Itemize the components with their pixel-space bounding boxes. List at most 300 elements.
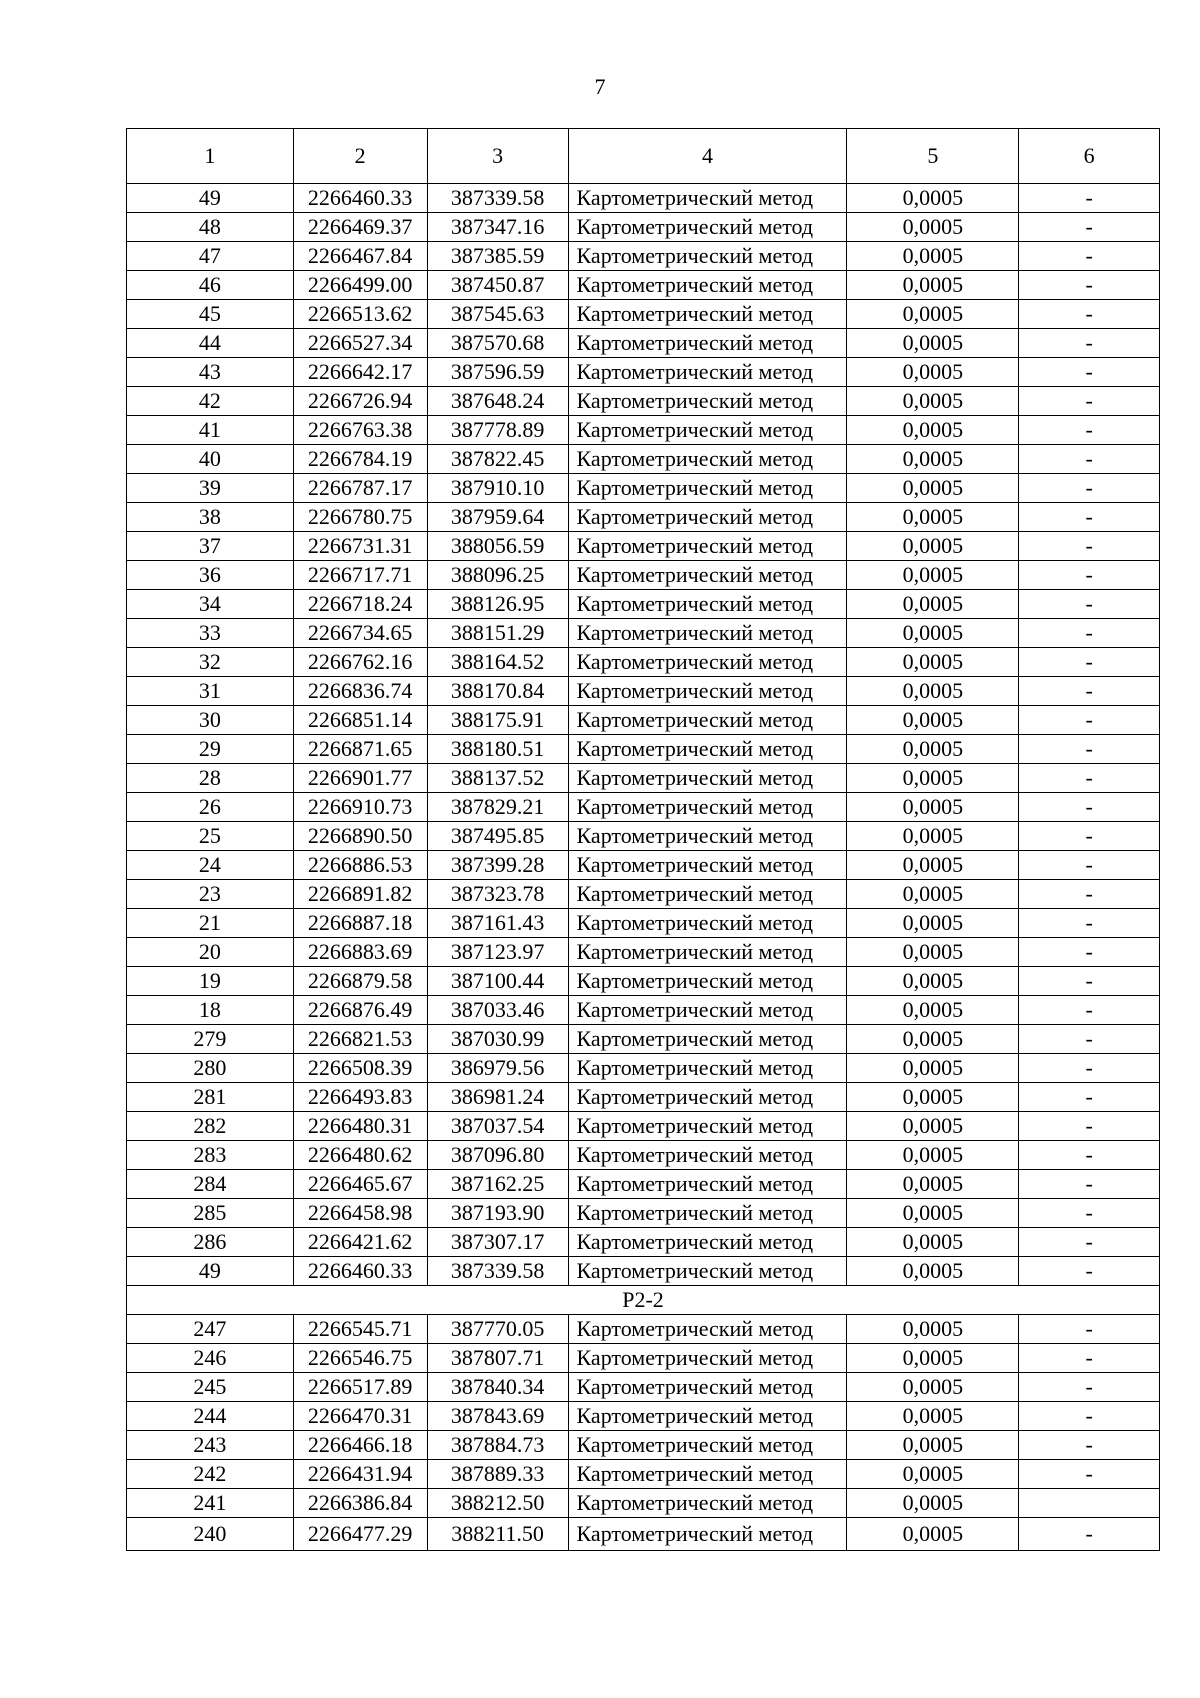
note-cell: - <box>1019 938 1160 967</box>
y-coordinate-cell: 387193.90 <box>427 1199 568 1228</box>
accuracy-cell: 0,0005 <box>847 880 1019 909</box>
y-coordinate-cell: 387339.58 <box>427 184 568 213</box>
y-coordinate-cell: 387033.46 <box>427 996 568 1025</box>
x-coordinate-cell: 2266836.74 <box>293 677 427 706</box>
accuracy-cell: 0,0005 <box>847 909 1019 938</box>
note-cell: - <box>1019 880 1160 909</box>
x-coordinate-cell: 2266517.89 <box>293 1373 427 1402</box>
point-number-cell: 24 <box>127 851 294 880</box>
accuracy-cell: 0,0005 <box>847 590 1019 619</box>
note-cell: - <box>1019 1315 1160 1344</box>
table-row <box>127 793 1160 822</box>
note-cell: - <box>1019 474 1160 503</box>
point-number-cell: 40 <box>127 445 294 474</box>
note-cell: - <box>1019 1199 1160 1228</box>
method-cell: Картометрический метод <box>568 1315 847 1344</box>
table-row <box>127 1112 1160 1141</box>
y-coordinate-cell: 387959.64 <box>427 503 568 532</box>
table-row <box>127 1344 1160 1373</box>
table-row <box>127 474 1160 503</box>
x-coordinate-cell: 2266887.18 <box>293 909 427 938</box>
y-coordinate-cell: 387323.78 <box>427 880 568 909</box>
accuracy-cell: 0,0005 <box>847 793 1019 822</box>
accuracy-cell: 0,0005 <box>847 300 1019 329</box>
point-number-cell: 243 <box>127 1431 294 1460</box>
point-number-cell: 282 <box>127 1112 294 1141</box>
x-coordinate-cell: 2266386.84 <box>293 1489 427 1518</box>
table-row <box>127 1315 1160 1344</box>
note-cell: - <box>1019 851 1160 880</box>
table-row <box>127 851 1160 880</box>
accuracy-cell: 0,0005 <box>847 1460 1019 1489</box>
y-coordinate-cell: 387648.24 <box>427 387 568 416</box>
y-coordinate-cell: 387778.89 <box>427 416 568 445</box>
section-row <box>127 1286 1160 1315</box>
accuracy-cell: 0,0005 <box>847 1344 1019 1373</box>
note-cell: - <box>1019 1344 1160 1373</box>
note-cell: - <box>1019 677 1160 706</box>
x-coordinate-cell: 2266886.53 <box>293 851 427 880</box>
table-row <box>127 1228 1160 1257</box>
x-coordinate-cell: 2266717.71 <box>293 561 427 590</box>
y-coordinate-cell: 387843.69 <box>427 1402 568 1431</box>
accuracy-cell: 0,0005 <box>847 561 1019 590</box>
accuracy-cell: 0,0005 <box>847 938 1019 967</box>
note-cell: - <box>1019 1460 1160 1489</box>
table-body-part-1 <box>127 184 1160 1286</box>
note-cell: - <box>1019 1083 1160 1112</box>
y-coordinate-cell: 388137.52 <box>427 764 568 793</box>
y-coordinate-cell: 387162.25 <box>427 1170 568 1199</box>
method-cell: Картометрический метод <box>568 793 847 822</box>
method-cell: Картометрический метод <box>568 764 847 793</box>
y-coordinate-cell: 387399.28 <box>427 851 568 880</box>
note-cell: - <box>1019 764 1160 793</box>
method-cell: Картометрический метод <box>568 996 847 1025</box>
method-cell: Картометрический метод <box>568 1431 847 1460</box>
note-cell: - <box>1019 1228 1160 1257</box>
accuracy-cell: 0,0005 <box>847 1257 1019 1286</box>
x-coordinate-cell: 2266726.94 <box>293 387 427 416</box>
table-row <box>127 938 1160 967</box>
y-coordinate-cell: 387570.68 <box>427 329 568 358</box>
table-row <box>127 416 1160 445</box>
x-coordinate-cell: 2266787.17 <box>293 474 427 503</box>
point-number-cell: 48 <box>127 213 294 242</box>
note-cell: - <box>1019 445 1160 474</box>
point-number-cell: 18 <box>127 996 294 1025</box>
header-cell-6: 6 <box>1019 129 1160 184</box>
accuracy-cell: 0,0005 <box>847 1228 1019 1257</box>
point-number-cell: 245 <box>127 1373 294 1402</box>
header-cell-4: 4 <box>568 129 847 184</box>
note-cell: - <box>1019 387 1160 416</box>
x-coordinate-cell: 2266876.49 <box>293 996 427 1025</box>
y-coordinate-cell: 387450.87 <box>427 271 568 300</box>
y-coordinate-cell: 388164.52 <box>427 648 568 677</box>
x-coordinate-cell: 2266513.62 <box>293 300 427 329</box>
note-cell: - <box>1019 1518 1160 1551</box>
x-coordinate-cell: 2266508.39 <box>293 1054 427 1083</box>
point-number-cell: 32 <box>127 648 294 677</box>
table-row <box>127 300 1160 329</box>
point-number-cell: 285 <box>127 1199 294 1228</box>
accuracy-cell: 0,0005 <box>847 619 1019 648</box>
x-coordinate-cell: 2266763.38 <box>293 416 427 445</box>
accuracy-cell: 0,0005 <box>847 213 1019 242</box>
y-coordinate-cell: 387030.99 <box>427 1025 568 1054</box>
accuracy-cell: 0,0005 <box>847 706 1019 735</box>
point-number-cell: 281 <box>127 1083 294 1112</box>
table-row <box>127 271 1160 300</box>
method-cell: Картометрический метод <box>568 822 847 851</box>
method-cell: Картометрический метод <box>568 590 847 619</box>
x-coordinate-cell: 2266460.33 <box>293 184 427 213</box>
point-number-cell: 47 <box>127 242 294 271</box>
point-number-cell: 44 <box>127 329 294 358</box>
x-coordinate-cell: 2266466.18 <box>293 1431 427 1460</box>
header-row <box>127 129 1160 184</box>
y-coordinate-cell: 387889.33 <box>427 1460 568 1489</box>
point-number-cell: 279 <box>127 1025 294 1054</box>
table-row <box>127 822 1160 851</box>
note-cell: - <box>1019 1402 1160 1431</box>
note-cell: - <box>1019 1373 1160 1402</box>
method-cell: Картометрический метод <box>568 1054 847 1083</box>
x-coordinate-cell: 2266784.19 <box>293 445 427 474</box>
point-number-cell: 39 <box>127 474 294 503</box>
method-cell: Картометрический метод <box>568 1199 847 1228</box>
point-number-cell: 286 <box>127 1228 294 1257</box>
note-cell: - <box>1019 1054 1160 1083</box>
note-cell: - <box>1019 909 1160 938</box>
method-cell: Картометрический метод <box>568 1228 847 1257</box>
note-cell: - <box>1019 1170 1160 1199</box>
method-cell: Картометрический метод <box>568 387 847 416</box>
x-coordinate-cell: 2266469.37 <box>293 213 427 242</box>
table-row <box>127 764 1160 793</box>
y-coordinate-cell: 387596.59 <box>427 358 568 387</box>
table-body-part-2 <box>127 1315 1160 1551</box>
coordinates-table <box>126 128 1160 1551</box>
accuracy-cell: 0,0005 <box>847 648 1019 677</box>
accuracy-cell: 0,0005 <box>847 851 1019 880</box>
accuracy-cell: 0,0005 <box>847 184 1019 213</box>
method-cell: Картометрический метод <box>568 706 847 735</box>
y-coordinate-cell: 387807.71 <box>427 1344 568 1373</box>
accuracy-cell: 0,0005 <box>847 242 1019 271</box>
accuracy-cell: 0,0005 <box>847 358 1019 387</box>
table-row <box>127 1431 1160 1460</box>
table-row <box>127 648 1160 677</box>
y-coordinate-cell: 388126.95 <box>427 590 568 619</box>
x-coordinate-cell: 2266465.67 <box>293 1170 427 1199</box>
point-number-cell: 19 <box>127 967 294 996</box>
x-coordinate-cell: 2266458.98 <box>293 1199 427 1228</box>
y-coordinate-cell: 388180.51 <box>427 735 568 764</box>
y-coordinate-cell: 387307.17 <box>427 1228 568 1257</box>
method-cell: Картометрический метод <box>568 851 847 880</box>
x-coordinate-cell: 2266780.75 <box>293 503 427 532</box>
x-coordinate-cell: 2266734.65 <box>293 619 427 648</box>
method-cell: Картометрический метод <box>568 271 847 300</box>
accuracy-cell: 0,0005 <box>847 967 1019 996</box>
accuracy-cell: 0,0005 <box>847 764 1019 793</box>
note-cell: - <box>1019 1257 1160 1286</box>
point-number-cell: 37 <box>127 532 294 561</box>
y-coordinate-cell: 387829.21 <box>427 793 568 822</box>
note-cell: - <box>1019 793 1160 822</box>
note-cell <box>1019 1489 1160 1518</box>
y-coordinate-cell: 387096.80 <box>427 1141 568 1170</box>
method-cell: Картометрический метод <box>568 184 847 213</box>
point-number-cell: 26 <box>127 793 294 822</box>
x-coordinate-cell: 2266871.65 <box>293 735 427 764</box>
table-header <box>127 129 1160 184</box>
point-number-cell: 25 <box>127 822 294 851</box>
method-cell: Картометрический метод <box>568 503 847 532</box>
note-cell: - <box>1019 242 1160 271</box>
table-row <box>127 1025 1160 1054</box>
accuracy-cell: 0,0005 <box>847 1402 1019 1431</box>
point-number-cell: 280 <box>127 1054 294 1083</box>
note-cell: - <box>1019 213 1160 242</box>
accuracy-cell: 0,0005 <box>847 735 1019 764</box>
y-coordinate-cell: 388175.91 <box>427 706 568 735</box>
table-row <box>127 184 1160 213</box>
note-cell: - <box>1019 416 1160 445</box>
x-coordinate-cell: 2266851.14 <box>293 706 427 735</box>
table-row <box>127 735 1160 764</box>
note-cell: - <box>1019 532 1160 561</box>
y-coordinate-cell: 387840.34 <box>427 1373 568 1402</box>
y-coordinate-cell: 388211.50 <box>427 1518 568 1551</box>
method-cell: Картометрический метод <box>568 1170 847 1199</box>
y-coordinate-cell: 386979.56 <box>427 1054 568 1083</box>
method-cell: Картометрический метод <box>568 1025 847 1054</box>
table-row <box>127 329 1160 358</box>
x-coordinate-cell: 2266910.73 <box>293 793 427 822</box>
accuracy-cell: 0,0005 <box>847 416 1019 445</box>
method-cell: Картометрический метод <box>568 445 847 474</box>
point-number-cell: 246 <box>127 1344 294 1373</box>
method-cell: Картометрический метод <box>568 1460 847 1489</box>
page-number: 7 <box>594 74 606 99</box>
method-cell: Картометрический метод <box>568 1518 847 1551</box>
y-coordinate-cell: 387884.73 <box>427 1431 568 1460</box>
table-row <box>127 1083 1160 1112</box>
y-coordinate-cell: 387037.54 <box>427 1112 568 1141</box>
note-cell: - <box>1019 648 1160 677</box>
note-cell: - <box>1019 329 1160 358</box>
note-cell: - <box>1019 184 1160 213</box>
method-cell: Картометрический метод <box>568 1489 847 1518</box>
x-coordinate-cell: 2266470.31 <box>293 1402 427 1431</box>
accuracy-cell: 0,0005 <box>847 445 1019 474</box>
method-cell: Картометрический метод <box>568 561 847 590</box>
accuracy-cell: 0,0005 <box>847 1112 1019 1141</box>
method-cell: Картометрический метод <box>568 967 847 996</box>
point-number-cell: 28 <box>127 764 294 793</box>
table-row <box>127 387 1160 416</box>
point-number-cell: 284 <box>127 1170 294 1199</box>
y-coordinate-cell: 388170.84 <box>427 677 568 706</box>
x-coordinate-cell: 2266499.00 <box>293 271 427 300</box>
y-coordinate-cell: 387161.43 <box>427 909 568 938</box>
accuracy-cell: 0,0005 <box>847 503 1019 532</box>
table-row <box>127 677 1160 706</box>
note-cell: - <box>1019 1141 1160 1170</box>
x-coordinate-cell: 2266477.29 <box>293 1518 427 1551</box>
point-number-cell: 45 <box>127 300 294 329</box>
x-coordinate-cell: 2266421.62 <box>293 1228 427 1257</box>
table-row <box>127 532 1160 561</box>
point-number-cell: 49 <box>127 1257 294 1286</box>
header-cell-5: 5 <box>847 129 1019 184</box>
method-cell: Картометрический метод <box>568 909 847 938</box>
point-number-cell: 49 <box>127 184 294 213</box>
table-row <box>127 1518 1160 1551</box>
note-cell: - <box>1019 1112 1160 1141</box>
y-coordinate-cell: 387123.97 <box>427 938 568 967</box>
x-coordinate-cell: 2266891.82 <box>293 880 427 909</box>
y-coordinate-cell: 386981.24 <box>427 1083 568 1112</box>
table-row <box>127 213 1160 242</box>
x-coordinate-cell: 2266527.34 <box>293 329 427 358</box>
method-cell: Картометрический метод <box>568 358 847 387</box>
note-cell: - <box>1019 503 1160 532</box>
note-cell: - <box>1019 1025 1160 1054</box>
x-coordinate-cell: 2266467.84 <box>293 242 427 271</box>
point-number-cell: 31 <box>127 677 294 706</box>
table-row <box>127 619 1160 648</box>
note-cell: - <box>1019 967 1160 996</box>
note-cell: - <box>1019 590 1160 619</box>
method-cell: Картометрический метод <box>568 1257 847 1286</box>
header-cell-1: 1 <box>127 129 294 184</box>
accuracy-cell: 0,0005 <box>847 996 1019 1025</box>
method-cell: Картометрический метод <box>568 735 847 764</box>
accuracy-cell: 0,0005 <box>847 1083 1019 1112</box>
x-coordinate-cell: 2266762.16 <box>293 648 427 677</box>
point-number-cell: 241 <box>127 1489 294 1518</box>
method-cell: Картометрический метод <box>568 648 847 677</box>
method-cell: Картометрический метод <box>568 1141 847 1170</box>
point-number-cell: 33 <box>127 619 294 648</box>
accuracy-cell: 0,0005 <box>847 1489 1019 1518</box>
note-cell: - <box>1019 619 1160 648</box>
table-row <box>127 1199 1160 1228</box>
method-cell: Картометрический метод <box>568 300 847 329</box>
x-coordinate-cell: 2266546.75 <box>293 1344 427 1373</box>
table-row <box>127 1054 1160 1083</box>
table-row <box>127 590 1160 619</box>
point-number-cell: 36 <box>127 561 294 590</box>
point-number-cell: 20 <box>127 938 294 967</box>
accuracy-cell: 0,0005 <box>847 1373 1019 1402</box>
x-coordinate-cell: 2266821.53 <box>293 1025 427 1054</box>
point-number-cell: 242 <box>127 1460 294 1489</box>
table-row <box>127 1170 1160 1199</box>
note-cell: - <box>1019 996 1160 1025</box>
section-label: Р2-2 <box>127 1286 1160 1315</box>
point-number-cell: 244 <box>127 1402 294 1431</box>
x-coordinate-cell: 2266480.62 <box>293 1141 427 1170</box>
note-cell: - <box>1019 300 1160 329</box>
x-coordinate-cell: 2266480.31 <box>293 1112 427 1141</box>
table-row <box>127 1402 1160 1431</box>
y-coordinate-cell: 387495.85 <box>427 822 568 851</box>
x-coordinate-cell: 2266545.71 <box>293 1315 427 1344</box>
y-coordinate-cell: 388056.59 <box>427 532 568 561</box>
table-row <box>127 358 1160 387</box>
table-row <box>127 880 1160 909</box>
x-coordinate-cell: 2266642.17 <box>293 358 427 387</box>
method-cell: Картометрический метод <box>568 532 847 561</box>
note-cell: - <box>1019 358 1160 387</box>
x-coordinate-cell: 2266493.83 <box>293 1083 427 1112</box>
table-row <box>127 996 1160 1025</box>
method-cell: Картометрический метод <box>568 242 847 271</box>
method-cell: Картометрический метод <box>568 677 847 706</box>
method-cell: Картометрический метод <box>568 619 847 648</box>
x-coordinate-cell: 2266890.50 <box>293 822 427 851</box>
accuracy-cell: 0,0005 <box>847 1054 1019 1083</box>
method-cell: Картометрический метод <box>568 213 847 242</box>
note-cell: - <box>1019 706 1160 735</box>
note-cell: - <box>1019 735 1160 764</box>
y-coordinate-cell: 387339.58 <box>427 1257 568 1286</box>
point-number-cell: 41 <box>127 416 294 445</box>
accuracy-cell: 0,0005 <box>847 1025 1019 1054</box>
table-row <box>127 706 1160 735</box>
y-coordinate-cell: 388096.25 <box>427 561 568 590</box>
header-cell-2: 2 <box>293 129 427 184</box>
y-coordinate-cell: 388212.50 <box>427 1489 568 1518</box>
table-row <box>127 1141 1160 1170</box>
y-coordinate-cell: 387385.59 <box>427 242 568 271</box>
note-cell: - <box>1019 271 1160 300</box>
method-cell: Картометрический метод <box>568 1344 847 1373</box>
note-cell: - <box>1019 561 1160 590</box>
note-cell: - <box>1019 1431 1160 1460</box>
point-number-cell: 30 <box>127 706 294 735</box>
accuracy-cell: 0,0005 <box>847 1315 1019 1344</box>
table-row <box>127 1257 1160 1286</box>
x-coordinate-cell: 2266879.58 <box>293 967 427 996</box>
table-row <box>127 909 1160 938</box>
x-coordinate-cell: 2266731.31 <box>293 532 427 561</box>
accuracy-cell: 0,0005 <box>847 1518 1019 1551</box>
method-cell: Картометрический метод <box>568 474 847 503</box>
accuracy-cell: 0,0005 <box>847 387 1019 416</box>
table-row <box>127 561 1160 590</box>
y-coordinate-cell: 387347.16 <box>427 213 568 242</box>
x-coordinate-cell: 2266431.94 <box>293 1460 427 1489</box>
y-coordinate-cell: 387545.63 <box>427 300 568 329</box>
accuracy-cell: 0,0005 <box>847 822 1019 851</box>
accuracy-cell: 0,0005 <box>847 329 1019 358</box>
y-coordinate-cell: 387822.45 <box>427 445 568 474</box>
x-coordinate-cell: 2266901.77 <box>293 764 427 793</box>
point-number-cell: 29 <box>127 735 294 764</box>
accuracy-cell: 0,0005 <box>847 1199 1019 1228</box>
method-cell: Картометрический метод <box>568 938 847 967</box>
table-row <box>127 1460 1160 1489</box>
method-cell: Картометрический метод <box>568 1402 847 1431</box>
x-coordinate-cell: 2266883.69 <box>293 938 427 967</box>
table-row <box>127 242 1160 271</box>
